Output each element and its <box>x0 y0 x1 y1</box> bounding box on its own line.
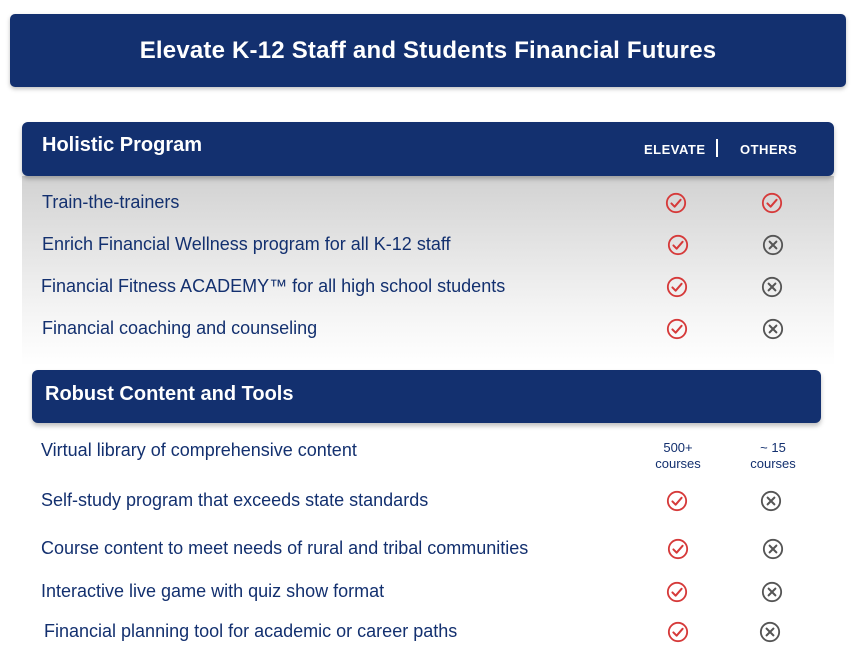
check-icon <box>665 192 687 214</box>
row-label: Course content to meet needs of rural and tribal communities <box>41 538 529 558</box>
table-row <box>0 314 858 344</box>
row-label: Enrich Financial Wellness program for all K-12 staff <box>42 234 451 254</box>
table-row <box>0 617 858 647</box>
elevate-course-count: 500+ courses <box>655 440 701 471</box>
check-icon <box>667 621 689 643</box>
cross-icon <box>759 621 781 643</box>
check-icon <box>666 276 688 298</box>
section-title: Robust Content and Tools <box>45 383 294 405</box>
check-icon <box>667 538 689 560</box>
row-label: Interactive live game with quiz show format <box>41 581 385 601</box>
row-label: Train-the-trainers <box>42 192 180 212</box>
others-course-count: ~ 15 courses <box>750 440 796 471</box>
row-label: Financial Fitness ACADEMY™ for all high school students <box>41 276 506 296</box>
check-icon <box>667 234 689 256</box>
cross-icon <box>762 234 784 256</box>
table-row <box>0 486 858 516</box>
table-row <box>0 534 858 564</box>
robust-content-header <box>32 370 821 423</box>
cross-icon <box>762 318 784 340</box>
cross-icon <box>761 581 783 603</box>
check-icon <box>666 318 688 340</box>
row-label: Financial coaching and counseling <box>42 318 318 338</box>
column-header-elevate: ELEVATE <box>644 142 706 157</box>
column-divider <box>716 139 718 157</box>
table-row <box>0 188 858 218</box>
row-label: Self-study program that exceeds state standards <box>41 490 429 510</box>
page-title: Elevate K-12 Staff and Students Financial Futures <box>139 36 717 64</box>
cross-icon <box>760 490 782 512</box>
column-header-others: OTHERS <box>740 142 798 157</box>
check-icon <box>666 581 688 603</box>
table-row <box>0 272 858 302</box>
cross-icon <box>762 538 784 560</box>
table-row <box>0 436 858 471</box>
check-icon <box>761 192 783 214</box>
check-icon <box>666 490 688 512</box>
table-row <box>0 230 858 260</box>
section-title: Holistic Program <box>42 134 203 156</box>
cross-icon <box>761 276 783 298</box>
page-banner <box>10 14 846 87</box>
table-row <box>0 577 858 607</box>
row-label: Financial planning tool for academic or career paths <box>44 621 458 641</box>
holistic-program-header <box>22 122 834 176</box>
row-label: Virtual library of comprehensive content <box>41 440 357 460</box>
